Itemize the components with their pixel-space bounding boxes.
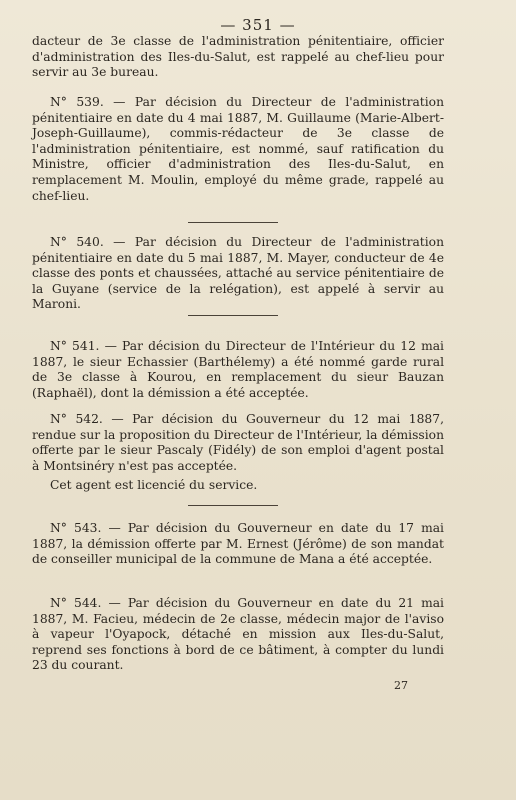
page-header: — 351 — bbox=[220, 16, 296, 34]
paragraph-540: N° 540. — Par décision du Directeur de l'administration pénitentiaire en date du 5 mai 1887, M. Mayer, conducteur de 4e classe des ponts et chaussées, attaché au service pénitentiaire de la Guyane (service de la relégation), est appelé à servir au Maroni. bbox=[32, 235, 444, 312]
section-divider bbox=[188, 222, 278, 223]
paragraph-continuation: dacteur de 3e classe de l'administration pénitentiaire, officier d'administration des Iles-du-Salut, est rappelé au chef-lieu pour servir au 3e bureau. bbox=[32, 34, 444, 80]
paragraph-544: N° 544. — Par décision du Gouverneur en date du 21 mai 1887, M. Facieu, médecin de 2e classe, médecin major de l'aviso à vapeur l'Oyapock, détaché en mission aux Iles-du-Salut, reprend ses fonctions à bord de ce bâtiment, à compter du lundi 23 du courant. bbox=[32, 596, 444, 673]
paragraph-542: N° 542. — Par décision du Gouverneur du 12 mai 1887, rendue sur la proposition du Directeur de l'Intérieur, la démission offerte par le sieur Pascaly (Fidély) de son emploi d'agent postal à Montsinéry n'est pas acceptée. bbox=[32, 412, 444, 473]
paragraph-539: N° 539. — Par décision du Directeur de l'administration pénitentiaire en date du 4 mai 1887, M. Guillaume (Marie-Albert-Joseph-Guillaume), commis-rédacteur de 3e classe de l'administration pénitentiaire, est nommé, sauf ratification du Ministre, officier d'administration des Iles-du-Salut, en remplacement M. Moulin, employé du même grade, rappelé au chef-lieu. bbox=[32, 95, 444, 203]
section-divider bbox=[188, 505, 278, 506]
section-divider bbox=[188, 315, 278, 316]
paragraph-543: N° 543. — Par décision du Gouverneur en date du 17 mai 1887, la démission offerte par M. Ernest (Jérôme) de son mandat de conseiller municipal de la commune de Mana a été acceptée. bbox=[32, 521, 444, 567]
paragraph-542-continued: Cet agent est licencié du service. bbox=[50, 478, 258, 492]
paragraph-541: N° 541. — Par décision du Directeur de l'Intérieur du 12 mai 1887, le sieur Echassier (Barthélemy) a été nommé garde rural de 3e classe à Kourou, en remplacement du sieur Bauzan (Raphaël), dont la démission a été acceptée. bbox=[32, 339, 444, 400]
signature-mark: 27 bbox=[394, 679, 408, 692]
